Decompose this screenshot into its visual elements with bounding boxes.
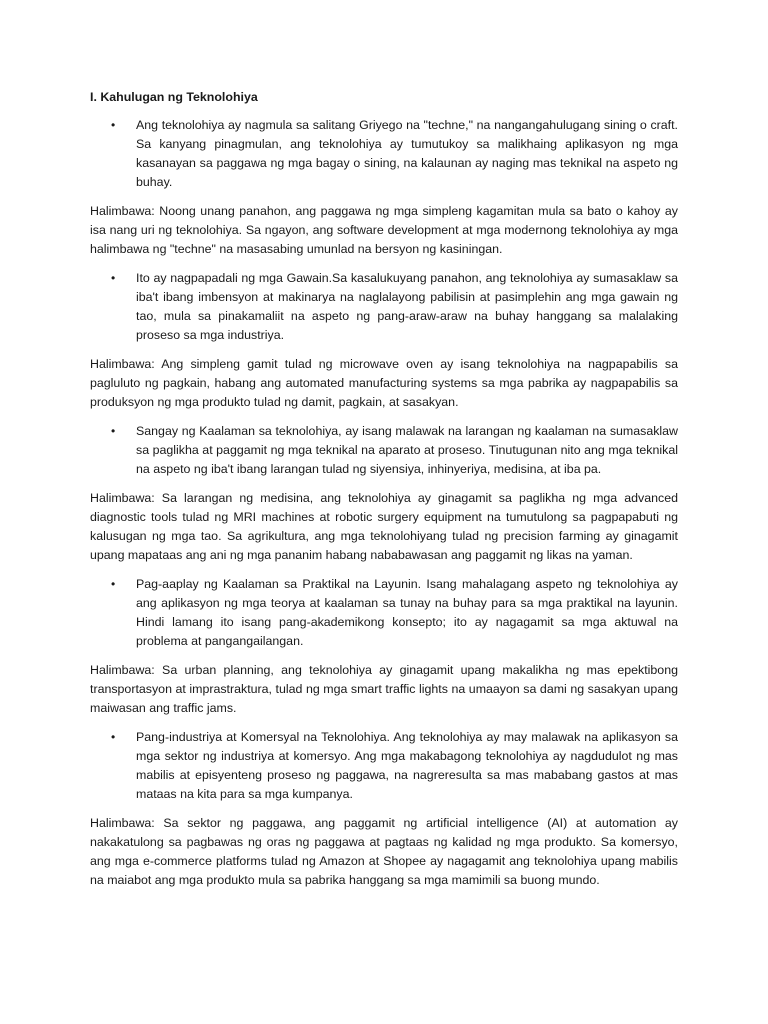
bullet-item-4: [90, 575, 678, 651]
bullet-text: Sangay ng Kaalaman sa teknolohiya, ay isang malawak na larangan ng kaalaman na sumasaklaw sa paglikha at paggamit ng mga teknikal na aparato at proseso. Tinutugunan nito ang mga teknikal na aspeto ng iba't ibang larangan tulad ng siyensiya, inhinyeriya, medisina, at iba pa.: [136, 424, 678, 476]
bullet-text: Ito ay nagpapadali ng mga Gawain.Sa kasalukuyang panahon, ang teknolohiya ay sumasaklaw sa iba't ibang imbensyon at makinarya na naglalayong pabilisin at pasimplehin ang mga gawain ng tao, mula sa pinakamaliit na aspeto ng pang-araw-araw na buhay hanggang sa malalaking proseso sa mga industriya.: [136, 271, 678, 342]
bullet-item-1: [90, 116, 678, 192]
bullet-item-2: [90, 269, 678, 345]
bullet-text: Pag-aaplay ng Kaalaman sa Praktikal na Layunin. Isang mahalagang aspeto ng teknolohiya ay ang aplikasyon ng mga teorya at kaalaman sa tunay na buhay para sa mga praktikal na layunin. Hindi lamang ito isang pang-akademikong konsepto; ito ay nagagamit sa mga aktuwal na problema at pangangailangan.: [136, 577, 678, 648]
bullet-icon: •: [111, 424, 116, 438]
example-paragraph-1: Halimbawa: Noong unang panahon, ang paggawa ng mga simpleng kagamitan mula sa bato o kahoy ay isa nang uri ng teknolohiya. Sa ngayon, ang software development at mga modernong teknolohiya ay mga halimbawa ng "techne" na masasabing umunlad na bersyon ng kasiningan.: [90, 204, 678, 256]
bullet-text: Pang-industriya at Komersyal na Teknolohiya. Ang teknolohiya ay may malawak na aplikasyon sa mga sektor ng industriya at komersyo. Ang mga makabagong teknolohiya ay nagdudulot ng mas mabilis at episyenteng proseso ng paggawa, na nagreresulta sa mas mababang gastos at mas mataas na kita para sa mga kumpanya.: [136, 730, 678, 801]
example-paragraph-3: Halimbawa: Sa larangan ng medisina, ang teknolohiya ay ginagamit sa paglikha ng mga advanced diagnostic tools tulad ng MRI machines at robotic surgery equipment na tumutulong sa pagpapabuti ng kalusugan ng mga tao. Sa agrikultura, ang mga teknolohiyang tulad ng precision farming ay ginagamit upang mapataas ang ani ng mga pananim habang nababawasan ang paggamit ng likas na yaman.: [90, 491, 678, 562]
bullet-item-5: [90, 728, 678, 804]
bullet-icon: •: [111, 577, 116, 591]
example-paragraph-2: Halimbawa: Ang simpleng gamit tulad ng microwave oven ay isang teknolohiya na nagpapabilis sa pagluluto ng pagkain, habang ang automated manufacturing systems sa mga pabrika ay nagpapabilis sa produksyon ng mga produkto tulad ng damit, pagkain, at sasakyan.: [90, 357, 678, 409]
example-paragraph-4: Halimbawa: Sa urban planning, ang teknolohiya ay ginagamit upang makalikha ng mas epektibong transportasyon at imprastraktura, tulad ng mga smart traffic lights na umaayon sa dami ng sasakyan upang maiwasan ang traffic jams.: [90, 663, 678, 715]
document-page: [90, 88, 678, 900]
bullet-text: Ang teknolohiya ay nagmula sa salitang Griyego na "techne," na nangangahulugang sining o craft. Sa kanyang pinagmulan, ang teknolohiya ay tumutukoy sa malikhaing aplikasyon ng mga kasanayan sa paggawa ng mga bagay o sining, na kalaunan ay naging mas teknikal na aspeto ng buhay.: [136, 118, 678, 189]
bullet-icon: •: [111, 730, 116, 744]
bullet-item-3: [90, 422, 678, 479]
bullet-icon: •: [111, 118, 116, 132]
section-heading: I. Kahulugan ng Teknolohiya: [90, 90, 258, 104]
example-paragraph-5: Halimbawa: Sa sektor ng paggawa, ang paggamit ng artificial intelligence (AI) at automation ay nakakatulong sa pagbawas ng oras ng paggawa at pagtaas ng kalidad ng mga produkto. Sa komersyo, ang mga e-commerce platforms tulad ng Amazon at Shopee ay nagagamit ang teknolohiya upang mabilis na maiabot ang mga produkto mula sa pabrika hanggang sa mga mamimili sa buong mundo.: [90, 816, 678, 887]
bullet-icon: •: [111, 271, 116, 285]
